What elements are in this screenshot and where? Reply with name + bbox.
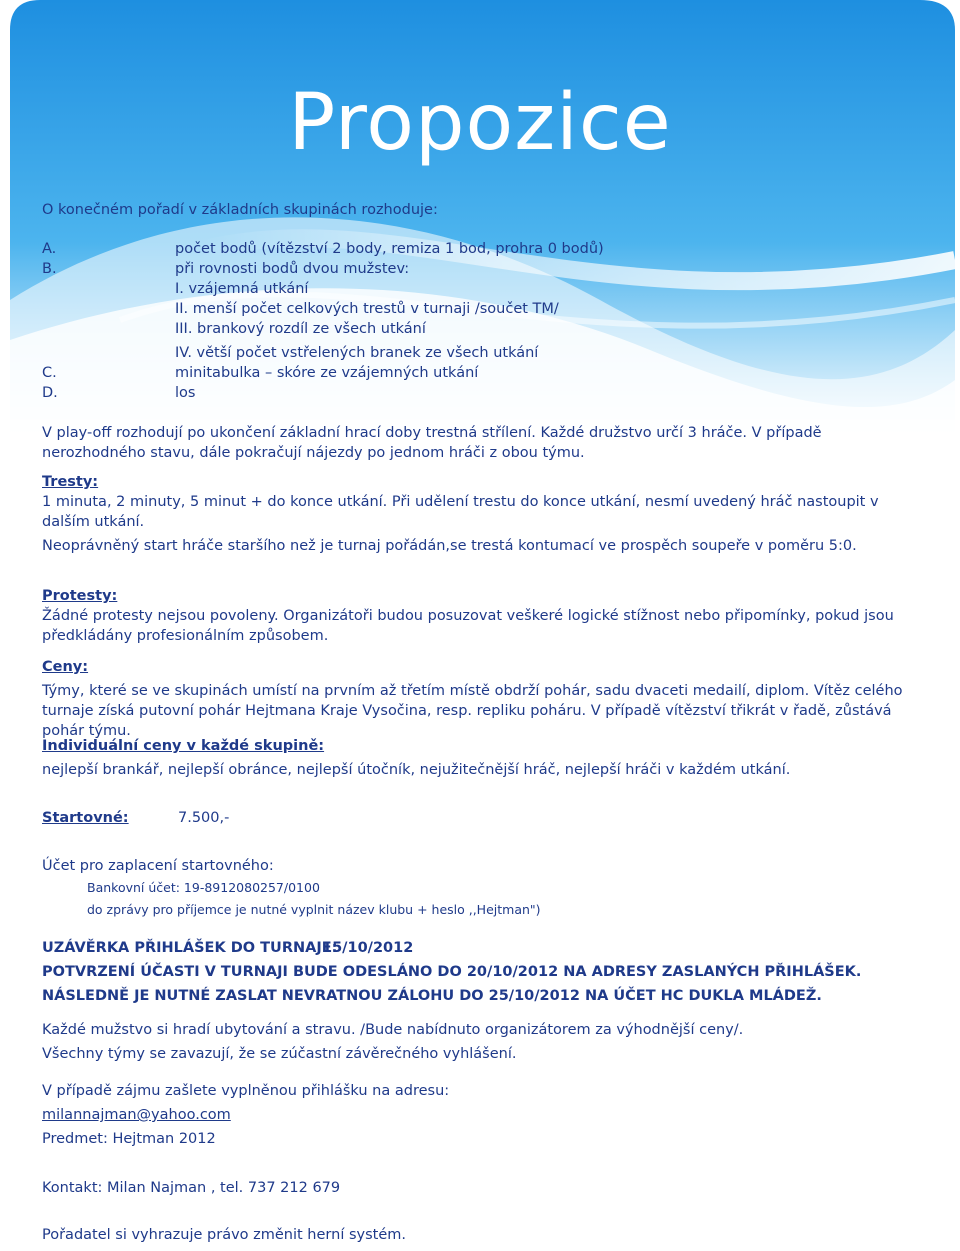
rule-letter-c: C. — [42, 365, 57, 381]
startovne-value: 7.500,- — [178, 810, 230, 826]
email-link-wrap — [42, 1105, 231, 1125]
rule-b-text: při rovnosti bodů dvou mužstev: — [175, 261, 410, 277]
page-title: Propozice — [288, 78, 672, 168]
kontakt-text: Kontakt: Milan Najman , tel. 737 212 679 — [42, 1180, 341, 1196]
individualni-heading: Individuální ceny v každé skupině: — [42, 738, 325, 754]
rule-letter-b: B. — [42, 261, 57, 277]
ucet-heading: Účet pro zaplacení startovného: — [42, 858, 274, 874]
uzaverka-date: 15/10/2012 — [322, 940, 414, 956]
intro-text: O konečném pořadí v základních skupinách rozhoduje: — [42, 202, 438, 218]
rule-letter-d: D. — [42, 385, 58, 401]
rule-b-2: II. menší počet celkových trestů v turnaji /součet TM/ — [175, 301, 559, 317]
poradatel-text: Pořadatel si vyhrazuje právo změnit herní systém. — [42, 1227, 406, 1243]
ubytovani-text: Každé mužstvo si hradí ubytování a stravu. /Bude nabídnuto organizátorem za výhodnější ceny/. — [42, 1022, 744, 1038]
startovne-label: Startovné: — [42, 810, 129, 826]
tresty-text: 1 minuta, 2 minuty, 5 minut + do konce utkání. Při udělení trestu do konce utkání, nesmí uvedený hráč nastoupit v dalším utkání. — [42, 494, 879, 530]
uzaverka-label: UZÁVĚRKA PŘIHLÁŠEK DO TURNAJE: — [42, 940, 338, 956]
potvrzeni-text: POTVRZENÍ ÚČASTI V TURNAJI BUDE ODESLÁNO DO 20/10/2012 NA ADRESY ZASLANÝCH PŘIHLÁŠEK. — [42, 964, 862, 980]
ceny-text: Týmy, které se ve skupinách umístí na prvním až třetím místě obdrží pohár, sadu dvaceti medailí, diplom. Vítěz celého turnaje získá putovní pohár Hejtmana Kraje Vysočina, resp. repliku poháru. V případě vítězství třikrát v řadě, zůstává pohár týmu. — [42, 683, 903, 739]
rule-c-text: minitabulka – skóre ze vzájemných utkání — [175, 365, 479, 381]
rule-b-4: IV. větší počet vstřelených branek ze všech utkání — [175, 345, 539, 361]
rule-a-text: počet bodů (vítězství 2 body, remiza 1 bod, prohra 0 bodů) — [175, 241, 604, 257]
nasledne-text: NÁSLEDNĚ JE NUTNÉ ZASLAT NEVRATNOU ZÁLOHU DO 25/10/2012 NA ÚČET HC DUKLA MLÁDEŽ. — [42, 988, 822, 1004]
predmet-text: Predmet: Hejtman 2012 — [42, 1131, 216, 1147]
rule-d-text: los — [175, 385, 196, 401]
rule-b-1: I. vzájemná utkání — [175, 281, 309, 297]
header-background — [0, 0, 960, 440]
vyhlaseni-text: Všechny týmy se zavazují, že se zúčastní závěrečného vyhlášení. — [42, 1046, 517, 1062]
email-link[interactable]: milannajman@yahoo.com — [42, 1107, 231, 1123]
neopravneny-text: Neoprávněný start hráče staršího než je turnaj pořádán,se trestá kontumací ve prospěch soupeře v poměru 5:0. — [42, 538, 857, 554]
individualni-text: nejlepší brankář, nejlepší obránce, nejlepší útočník, nejužitečnější hráč, nejlepší hráči v každém utkání. — [42, 762, 791, 778]
bank-account: Bankovní účet: 19-8912080257/0100 — [87, 880, 320, 895]
zajem-text: V případě zájmu zašlete vyplněnou přihlášku na adresu: — [42, 1083, 450, 1099]
playoff-text: V play-off rozhodují po ukončení základní hrací doby trestná střílení. Každé družstvo určí 3 hráče. V případě nerozhodného stavu, dále pokračují nájezdy po jednom hráči z obou týmu. — [42, 425, 822, 461]
rule-b-3: III. brankový rozdíl ze všech utkání — [175, 321, 426, 337]
tresty-heading: Tresty: — [42, 474, 99, 490]
rule-letter-a: A. — [42, 241, 57, 257]
ceny-heading: Ceny: — [42, 659, 89, 675]
payment-note: do zprávy pro příjemce je nutné vyplnit název klubu + heslo ,,Hejtman") — [87, 902, 541, 917]
protesty-text: Žádné protesty nejsou povoleny. Organizátoři budou posuzovat veškeré logické stížnost nebo připomínky, pokud jsou předkládány profesionálním způsobem. — [42, 608, 894, 644]
protesty-heading: Protesty: — [42, 588, 118, 604]
